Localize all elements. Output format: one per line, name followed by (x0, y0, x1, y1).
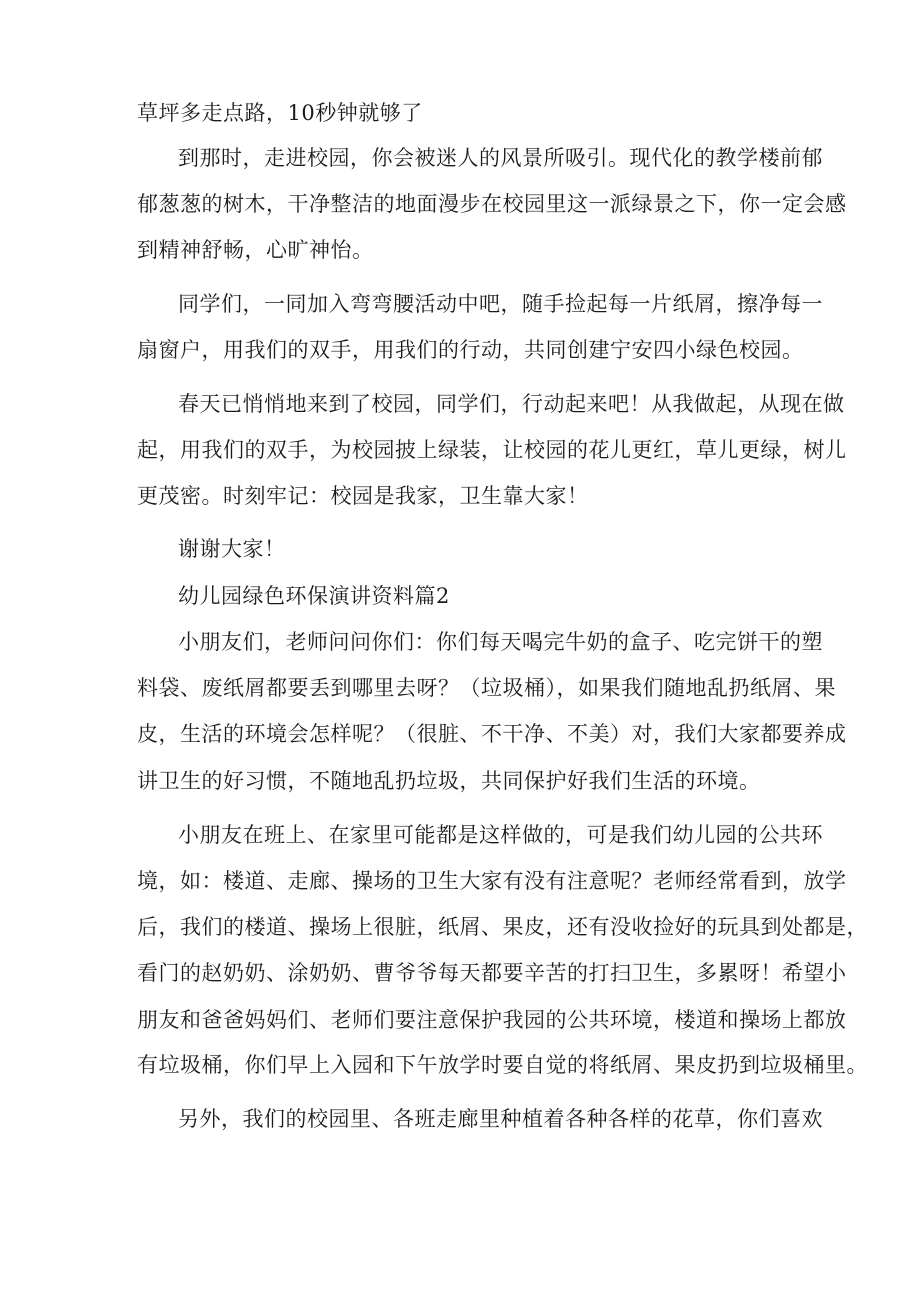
text-line: 看门的赵奶奶、涂奶奶、曹爷爷每天都要辛苦的打扫卫生，多累呀！希望小 (137, 961, 847, 985)
text-line: 到那时，走进校园，你会被迷人的风景所吸引。现代化的教学楼前郁 (178, 146, 823, 170)
text-line: 小朋友在班上、在家里可能都是这样做的，可是我们幼儿园的公共环 (178, 823, 823, 847)
section-heading: 幼儿园绿色环保演讲资料篇2 (178, 584, 450, 608)
text-line: 小朋友们，老师问问你们：你们每天喝完牛奶的盒子、吃完饼干的塑 (178, 630, 823, 654)
text-line: 境，如：楼道、走廊、操场的卫生大家有没有注意呢？老师经常看到，放学 (137, 869, 847, 893)
text-line: 春天已悄悄地来到了校园，同学们，行动起来吧！从我做起，从现在做 (178, 392, 845, 416)
text-line: 扇窗户，用我们的双手，用我们的行动，共同创建宁安四小绿色校园。 (137, 338, 804, 362)
text-line: 后，我们的楼道、操场上很脏，纸屑、果皮，还有没收捡好的玩具到处都是， (137, 915, 868, 939)
text-line: 有垃圾桶，你们早上入园和下午放学时要自觉的将纸屑、果皮扔到垃圾桶里。 (137, 1053, 868, 1077)
text-line: 起，用我们的双手，为校园披上绿装，让校园的花儿更红，草儿更绿，树儿 (137, 438, 847, 462)
text-line: 郁葱葱的树木，干净整洁的地面漫步在校园里这一派绿景之下，你一定会感 (137, 192, 847, 216)
text-line: 另外，我们的校园里、各班走廊里种植着各种各样的花草，你们喜欢 (178, 1107, 823, 1131)
text-line: 料袋、废纸屑都要丢到哪里去呀？（垃圾桶），如果我们随地乱扔纸屑、果 (137, 676, 836, 700)
text-line: 同学们，一同加入弯弯腰活动中吧，随手捡起每一片纸屑，擦净每一 (178, 292, 823, 316)
text-line: 更茂密。时刻牢记：校园是我家，卫生靠大家！ (137, 484, 589, 508)
text-line: 讲卫生的好习惯，不随地乱扔垃圾，共同保护好我们生活的环境。 (137, 769, 761, 793)
text-line: 皮，生活的环境会怎样呢？（很脏、不干净、不美）对，我们大家都要养成 (137, 722, 847, 746)
text-line: 朋友和爸爸妈妈们、老师们要注意保护我园的公共环境，楼道和操场上都放 (137, 1008, 847, 1032)
text-line: 谢谢大家！ (178, 537, 286, 561)
text-line: 草坪多走点路，10秒钟就够了 (137, 101, 423, 125)
text-line: 到精神舒畅，心旷神怡。 (137, 238, 374, 262)
